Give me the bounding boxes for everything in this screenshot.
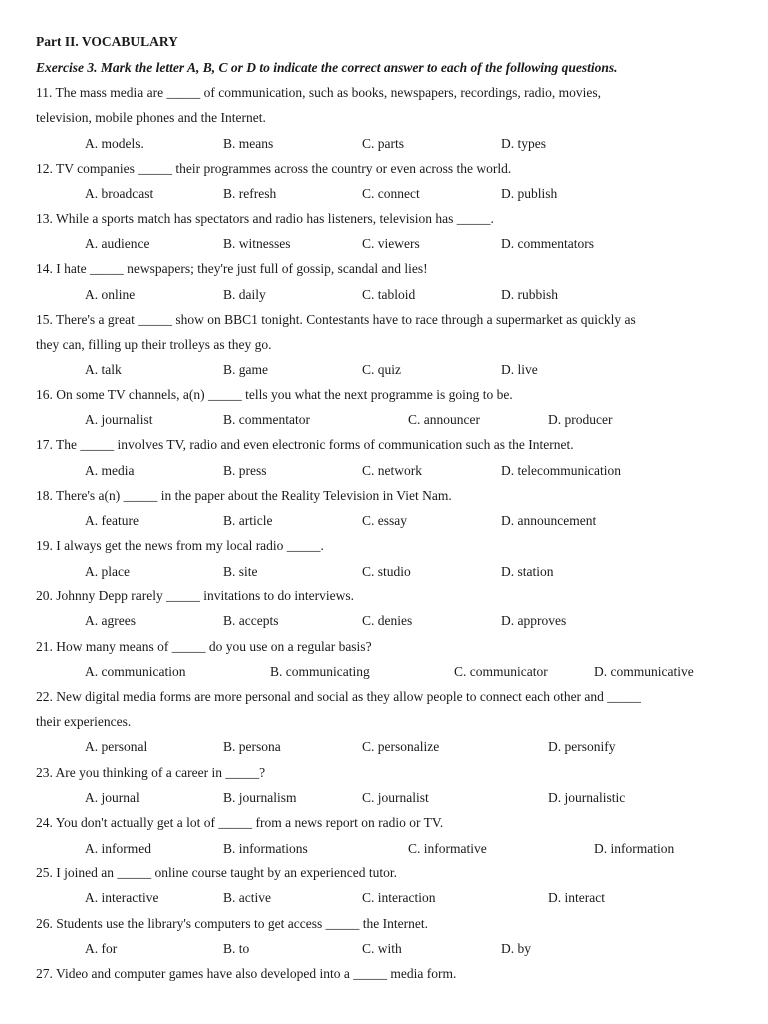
question-text: 15. There's a great _____ show on BBC1 tonight. Contestants have to race through a supermarket as quickly as xyxy=(36,312,636,327)
answer-option-a: A. journalist xyxy=(85,412,153,427)
question-text: 19. I always get the news from my local radio _____. xyxy=(36,538,324,553)
answer-option-d: D. personify xyxy=(548,739,616,754)
answer-option-b: B. site xyxy=(223,564,258,579)
answer-option-b: B. informations xyxy=(223,841,308,856)
answer-option-c: C. informative xyxy=(408,841,487,856)
answer-option-b: B. journalism xyxy=(223,790,297,805)
answer-option-c: C. parts xyxy=(362,136,404,151)
answer-option-d: D. station xyxy=(501,564,554,579)
answer-option-b: B. active xyxy=(223,890,271,905)
answer-option-d: D. approves xyxy=(501,613,567,628)
answer-option-c: C. network xyxy=(362,463,422,478)
answer-option-b: B. commentator xyxy=(223,412,310,427)
question-text-continuation: they can, filling up their trolleys as they go. xyxy=(36,337,272,352)
answer-option-b: B. persona xyxy=(223,739,281,754)
answer-option-b: B. to xyxy=(223,941,250,956)
answer-option-b: B. communicating xyxy=(270,664,370,679)
answer-option-a: A. talk xyxy=(85,362,122,377)
answer-option-d: D. journalistic xyxy=(548,790,626,805)
answer-option-c: C. journalist xyxy=(362,790,429,805)
question-text: 17. The _____ involves TV, radio and even electronic forms of communication such as the Internet. xyxy=(36,437,574,452)
question-text: 16. On some TV channels, a(n) _____ tells you what the next programme is going to be. xyxy=(36,387,513,402)
answer-option-a: A. communication xyxy=(85,664,186,679)
part-title: Part II. VOCABULARY xyxy=(36,34,178,49)
answer-option-d: D. live xyxy=(501,362,538,377)
answer-option-a: A. interactive xyxy=(85,890,159,905)
answer-option-d: D. communicative xyxy=(594,664,694,679)
answer-option-b: B. press xyxy=(223,463,267,478)
answer-option-b: B. refresh xyxy=(223,186,277,201)
question-text: 26. Students use the library's computers to get access _____ the Internet. xyxy=(36,916,428,931)
answer-option-a: A. agrees xyxy=(85,613,136,628)
answer-option-c: C. personalize xyxy=(362,739,440,754)
answer-option-a: A. models. xyxy=(85,136,144,151)
question-text: 13. While a sports match has spectators and radio has listeners, television has _____. xyxy=(36,211,494,226)
question-text: 21. How many means of _____ do you use on a regular basis? xyxy=(36,639,372,654)
answer-option-a: A. broadcast xyxy=(85,186,154,201)
question-text: 12. TV companies _____ their programmes across the country or even across the world. xyxy=(36,161,512,176)
answer-option-d: D. announcement xyxy=(501,513,597,528)
answer-option-b: B. daily xyxy=(223,287,266,302)
answer-option-a: A. online xyxy=(85,287,136,302)
answer-option-c: C. interaction xyxy=(362,890,436,905)
question-text: 18. There's a(n) _____ in the paper about the Reality Television in Viet Nam. xyxy=(36,488,452,503)
answer-option-d: D. by xyxy=(501,941,531,956)
question-text: 24. You don't actually get a lot of _____ from a news report on radio or TV. xyxy=(36,815,444,830)
question-text: 25. I joined an _____ online course taught by an experienced tutor. xyxy=(36,865,398,880)
question-text-continuation: their experiences. xyxy=(36,714,132,729)
answer-option-a: A. media xyxy=(85,463,135,478)
question-text: 11. The mass media are _____ of communication, such as books, newspapers, recordings, radio, movies, xyxy=(36,85,601,100)
question-text: 23. Are you thinking of a career in _____? xyxy=(36,765,266,780)
answer-option-a: A. informed xyxy=(85,841,151,856)
answer-option-c: C. connect xyxy=(362,186,420,201)
answer-option-b: B. game xyxy=(223,362,268,377)
answer-option-d: D. producer xyxy=(548,412,613,427)
answer-option-d: D. commentators xyxy=(501,236,594,251)
question-text: 14. I hate _____ newspapers; they're just full of gossip, scandal and lies! xyxy=(36,261,428,276)
question-text: 27. Video and computer games have also developed into a _____ media form. xyxy=(36,966,457,981)
answer-option-d: D. rubbish xyxy=(501,287,558,302)
answer-option-a: A. personal xyxy=(85,739,148,754)
answer-option-a: A. feature xyxy=(85,513,139,528)
answer-option-d: D. information xyxy=(594,841,675,856)
answer-option-c: C. denies xyxy=(362,613,413,628)
exercise-instruction: Exercise 3. Mark the letter A, B, C or D to indicate the correct answer to each of the following questions. xyxy=(36,60,618,75)
answer-option-a: A. journal xyxy=(85,790,140,805)
answer-option-c: C. viewers xyxy=(362,236,420,251)
answer-option-c: C. with xyxy=(362,941,402,956)
question-text: 20. Johnny Depp rarely _____ invitations to do interviews. xyxy=(36,588,354,603)
answer-option-b: B. accepts xyxy=(223,613,279,628)
answer-option-c: C. announcer xyxy=(408,412,480,427)
answer-option-c: C. quiz xyxy=(362,362,401,377)
answer-option-b: B. article xyxy=(223,513,273,528)
answer-option-b: B. means xyxy=(223,136,274,151)
answer-option-d: D. telecommunication xyxy=(501,463,621,478)
answer-option-c: C. tabloid xyxy=(362,287,416,302)
answer-option-a: A. for xyxy=(85,941,118,956)
answer-option-c: C. essay xyxy=(362,513,407,528)
answer-option-b: B. witnesses xyxy=(223,236,291,251)
answer-option-a: A. place xyxy=(85,564,130,579)
answer-option-a: A. audience xyxy=(85,236,150,251)
answer-option-c: C. communicator xyxy=(454,664,548,679)
answer-option-d: D. types xyxy=(501,136,546,151)
answer-option-d: D. publish xyxy=(501,186,558,201)
answer-option-c: C. studio xyxy=(362,564,411,579)
answer-option-d: D. interact xyxy=(548,890,605,905)
question-text-continuation: television, mobile phones and the Internet. xyxy=(36,110,266,125)
question-text: 22. New digital media forms are more personal and social as they allow people to connect each other and _____ xyxy=(36,689,642,704)
